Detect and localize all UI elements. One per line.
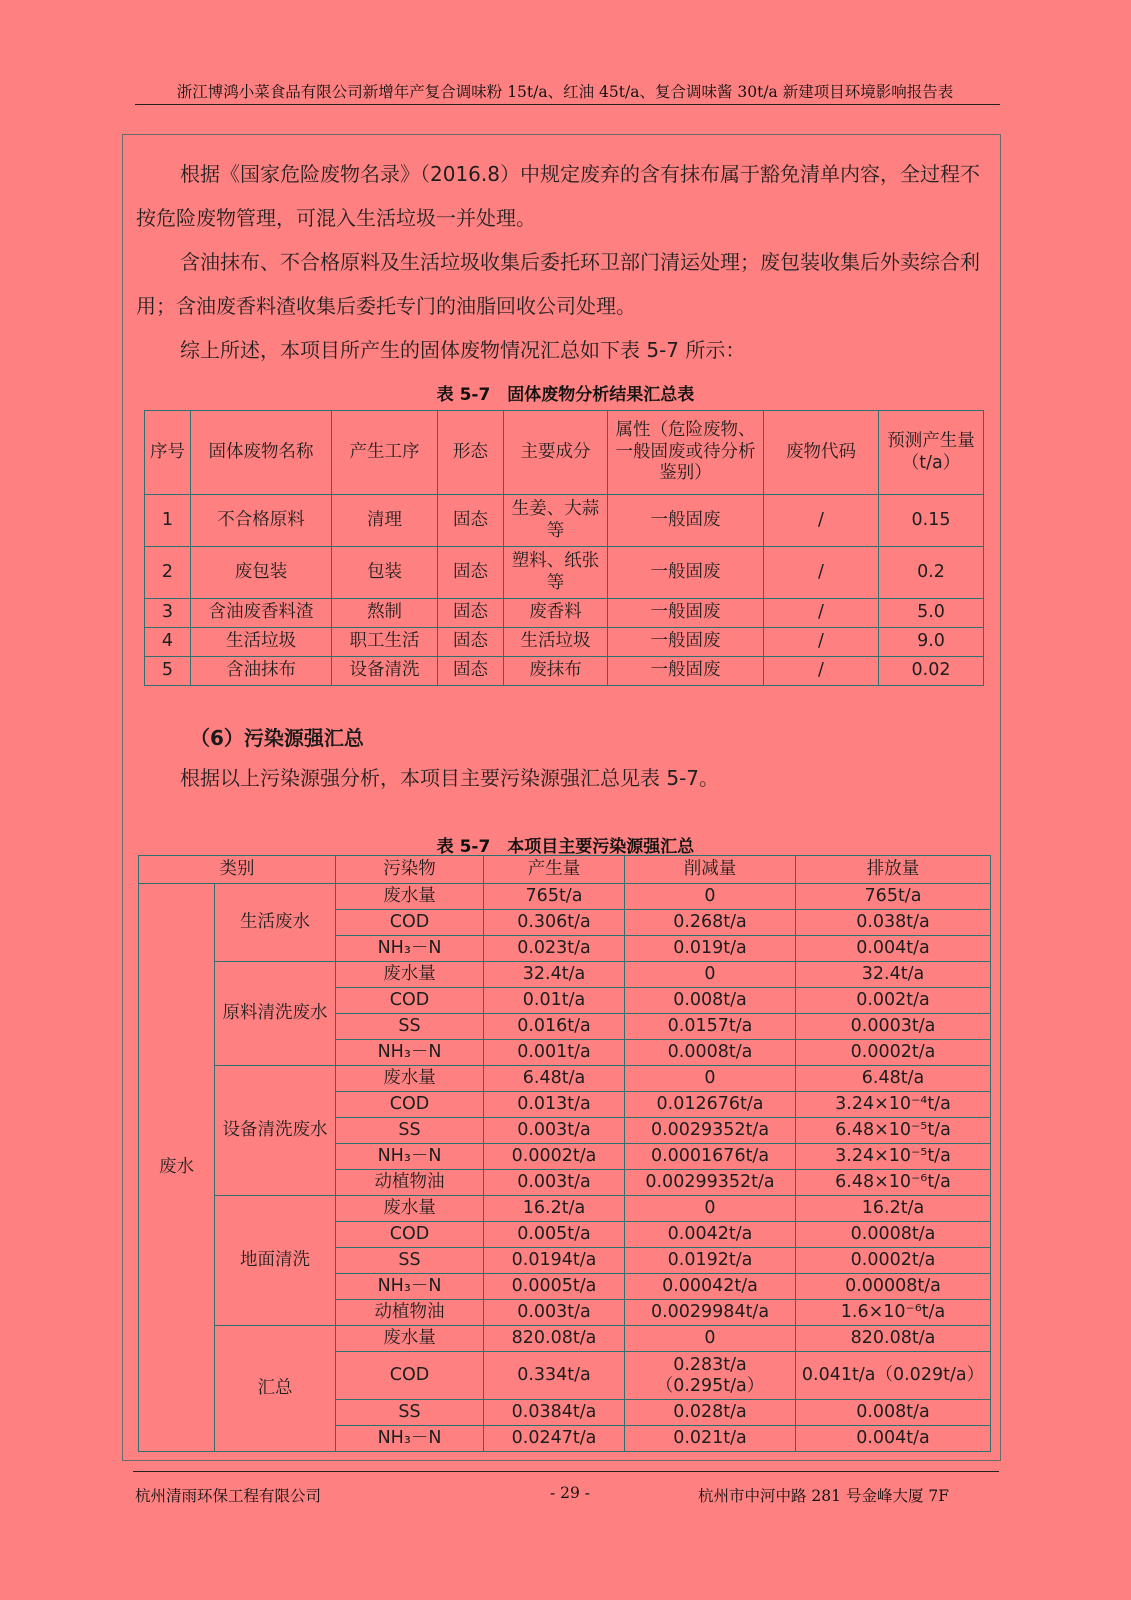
- table-cell: /: [764, 547, 879, 599]
- pollutant-cell: 动植物油: [336, 1170, 484, 1196]
- table-cell: 0.0005t/a: [484, 1274, 625, 1300]
- table-cell: 3.24×10⁻⁵t/a: [796, 1144, 991, 1170]
- table-cell: 固态: [438, 628, 504, 657]
- table-cell: 一般固废: [608, 547, 764, 599]
- table1-header: 序号: [145, 411, 191, 495]
- paragraph-4: 根据以上污染源强分析，本项目主要污染源强汇总见表 5-7。: [180, 766, 720, 790]
- pollutant-cell: COD: [336, 1222, 484, 1248]
- pollutant-cell: SS: [336, 1400, 484, 1426]
- pollutant-cell: 废水量: [336, 1326, 484, 1352]
- table-cell: 0.008t/a: [796, 1400, 991, 1426]
- table-cell: /: [764, 599, 879, 628]
- table-cell: 0.0029352t/a: [625, 1118, 796, 1144]
- table-row: [145, 495, 984, 547]
- table-cell: 0.013t/a: [484, 1092, 625, 1118]
- solid-waste-table: [144, 410, 984, 686]
- table-row: [139, 1196, 991, 1222]
- table-cell: 9.0: [879, 628, 984, 657]
- table-cell: 0: [625, 962, 796, 988]
- table-cell: 0.2: [879, 547, 984, 599]
- table1-header: 废物代码: [764, 411, 879, 495]
- page-header-title: 浙江博鸿小菜食品有限公司新增年产复合调味粉 15t/a、红油 45t/a、复合调味酱 30t/a 新建项目环境影响报告表: [176, 83, 954, 101]
- pollutant-cell: 废水量: [336, 884, 484, 910]
- table-cell: 3: [145, 599, 191, 628]
- table-cell: 0.0008t/a: [796, 1222, 991, 1248]
- table-cell: 0.041t/a（0.029t/a）: [796, 1352, 991, 1400]
- table-cell: 一般固废: [608, 599, 764, 628]
- table-cell: 废香料: [504, 599, 608, 628]
- table-cell: 废抹布: [504, 657, 608, 686]
- table-cell: 0.002t/a: [796, 988, 991, 1014]
- table1-header: 主要成分: [504, 411, 608, 495]
- table-cell: 0.00042t/a: [625, 1274, 796, 1300]
- table-cell: 0.02: [879, 657, 984, 686]
- footer-address: 杭州市中河中路 281 号金峰大厦 7F: [698, 1487, 949, 1505]
- table-cell: 6.48t/a: [796, 1066, 991, 1092]
- table-cell: 0.0001676t/a: [625, 1144, 796, 1170]
- table-row: [145, 657, 984, 686]
- table-cell: /: [764, 495, 879, 547]
- pollutant-cell: NH₃－N: [336, 1426, 484, 1452]
- group-name-cell: 汇总: [215, 1326, 336, 1452]
- pollutant-cell: SS: [336, 1248, 484, 1274]
- table-cell: 熬制: [332, 599, 438, 628]
- table-cell: 5: [145, 657, 191, 686]
- table-cell: 0.0384t/a: [484, 1400, 625, 1426]
- table-row: [145, 547, 984, 599]
- table-cell: 2: [145, 547, 191, 599]
- table-cell: 32.4t/a: [796, 962, 991, 988]
- group-name-cell: 生活废水: [215, 884, 336, 962]
- header-divider: [135, 104, 1000, 105]
- table-cell: 0.00008t/a: [796, 1274, 991, 1300]
- pollutant-cell: 废水量: [336, 1196, 484, 1222]
- table-row: [145, 628, 984, 657]
- table2-header: 排放量: [796, 856, 991, 884]
- table-cell: 0.283t/a（0.295t/a）: [625, 1352, 796, 1400]
- pollutant-cell: SS: [336, 1014, 484, 1040]
- table-cell: 0.004t/a: [796, 1426, 991, 1452]
- table-cell: 生活垃圾: [191, 628, 332, 657]
- table-cell: 一般固废: [608, 628, 764, 657]
- pollutant-cell: SS: [336, 1118, 484, 1144]
- table1-header: 形态: [438, 411, 504, 495]
- table-cell: 清理: [332, 495, 438, 547]
- pollutant-cell: COD: [336, 910, 484, 936]
- pollutant-cell: 废水量: [336, 962, 484, 988]
- table-cell: 1.6×10⁻⁶t/a: [796, 1300, 991, 1326]
- table-cell: 0.0042t/a: [625, 1222, 796, 1248]
- pollutant-cell: NH₃－N: [336, 1040, 484, 1066]
- table-cell: 0.003t/a: [484, 1170, 625, 1196]
- pollution-source-table: [138, 855, 991, 1452]
- table-cell: 6.48×10⁻⁵t/a: [796, 1118, 991, 1144]
- pollutant-cell: COD: [336, 1092, 484, 1118]
- table-cell: 0.0247t/a: [484, 1426, 625, 1452]
- table-cell: 0.016t/a: [484, 1014, 625, 1040]
- table-cell: 0.15: [879, 495, 984, 547]
- pollutant-cell: 动植物油: [336, 1300, 484, 1326]
- table-cell: 820.08t/a: [484, 1326, 625, 1352]
- table-cell: 0.0157t/a: [625, 1014, 796, 1040]
- table-cell: 0.0008t/a: [625, 1040, 796, 1066]
- table-cell: 0.023t/a: [484, 936, 625, 962]
- table2-header: 类别: [139, 856, 336, 884]
- table-cell: 0.005t/a: [484, 1222, 625, 1248]
- table-cell: 塑料、纸张等: [504, 547, 608, 599]
- table-cell: 0.003t/a: [484, 1118, 625, 1144]
- pollutant-cell: 废水量: [336, 1066, 484, 1092]
- group-name-cell: 设备清洗废水: [215, 1066, 336, 1196]
- footer-company: 杭州清雨环保工程有限公司: [135, 1487, 322, 1505]
- table-cell: 765t/a: [484, 884, 625, 910]
- table2-header: 削减量: [625, 856, 796, 884]
- table-cell: 0.008t/a: [625, 988, 796, 1014]
- table-cell: 生姜、大蒜等: [504, 495, 608, 547]
- table-cell: 0.028t/a: [625, 1400, 796, 1426]
- section-6-title: （6）污染源强汇总: [190, 726, 364, 750]
- table-cell: 0.01t/a: [484, 988, 625, 1014]
- table-cell: 含油废香料渣: [191, 599, 332, 628]
- table-cell: /: [764, 657, 879, 686]
- table-cell: 16.2t/a: [484, 1196, 625, 1222]
- category-cell: 废水: [139, 884, 215, 1452]
- table-row: [139, 1326, 991, 1352]
- pollutant-cell: NH₃－N: [336, 1274, 484, 1300]
- table-cell: 0.0192t/a: [625, 1248, 796, 1274]
- table-cell: 765t/a: [796, 884, 991, 910]
- table-cell: 0.0002t/a: [796, 1040, 991, 1066]
- table-cell: 0.0029984t/a: [625, 1300, 796, 1326]
- table-cell: 固态: [438, 495, 504, 547]
- table-cell: 6.48×10⁻⁶t/a: [796, 1170, 991, 1196]
- table-cell: 0.021t/a: [625, 1426, 796, 1452]
- paragraph-2: 含油抹布、不合格原料及生活垃圾收集后委托环卫部门清运处理；废包装收集后外卖综合利用；含油废香料渣收集后委托专门的油脂回收公司处理。: [136, 250, 980, 318]
- table-cell: 包装: [332, 547, 438, 599]
- group-name-cell: 原料清洗废水: [215, 962, 336, 1066]
- table-cell: 4: [145, 628, 191, 657]
- table-cell: 0.038t/a: [796, 910, 991, 936]
- table-cell: 0: [625, 884, 796, 910]
- table-cell: 0.00299352t/a: [625, 1170, 796, 1196]
- table-cell: 0.334t/a: [484, 1352, 625, 1400]
- paragraph-1: 根据《国家危险废物名录》（2016.8）中规定废弃的含有抹布属于豁免清单内容，全过程不按危险废物管理，可混入生活垃圾一并处理。: [136, 162, 980, 230]
- table1-header: 产生工序: [332, 411, 438, 495]
- table-cell: 固态: [438, 599, 504, 628]
- table-row: [139, 884, 991, 910]
- table-cell: 0: [625, 1196, 796, 1222]
- table-row: [145, 599, 984, 628]
- table-cell: 废包装: [191, 547, 332, 599]
- table-cell: 0.0002t/a: [484, 1144, 625, 1170]
- table-cell: 3.24×10⁻⁴t/a: [796, 1092, 991, 1118]
- table2-header: 污染物: [336, 856, 484, 884]
- table1-header: 固体废物名称: [191, 411, 332, 495]
- table-cell: 含油抹布: [191, 657, 332, 686]
- footer-divider: [133, 1471, 999, 1472]
- footer-page-number: - 29 -: [549, 1484, 591, 1502]
- table-cell: 一般固废: [608, 495, 764, 547]
- table-cell: 0.003t/a: [484, 1300, 625, 1326]
- table-cell: 32.4t/a: [484, 962, 625, 988]
- table-cell: 0.306t/a: [484, 910, 625, 936]
- table-cell: 0.004t/a: [796, 936, 991, 962]
- table2-caption: 表 5-7 本项目主要污染源强汇总: [436, 837, 695, 857]
- table-cell: 5.0: [879, 599, 984, 628]
- table-cell: 0.001t/a: [484, 1040, 625, 1066]
- table-cell: 0: [625, 1326, 796, 1352]
- paragraph-3: 综上所述，本项目所产生的固体废物情况汇总如下表 5-7 所示：: [180, 338, 746, 362]
- table-cell: 不合格原料: [191, 495, 332, 547]
- table-cell: 6.48t/a: [484, 1066, 625, 1092]
- table-cell: 0.019t/a: [625, 936, 796, 962]
- table-row: [139, 962, 991, 988]
- table-cell: 0.0002t/a: [796, 1248, 991, 1274]
- table-cell: 0.012676t/a: [625, 1092, 796, 1118]
- pollutant-cell: NH₃－N: [336, 1144, 484, 1170]
- table-cell: 固态: [438, 657, 504, 686]
- table-cell: 职工生活: [332, 628, 438, 657]
- table-cell: 0.0194t/a: [484, 1248, 625, 1274]
- table2-header: 产生量: [484, 856, 625, 884]
- table1-header: 预测产生量（t/a）: [879, 411, 984, 495]
- table-cell: 0: [625, 1066, 796, 1092]
- table-cell: 设备清洗: [332, 657, 438, 686]
- group-name-cell: 地面清洗: [215, 1196, 336, 1326]
- table-cell: /: [764, 628, 879, 657]
- table-cell: 0.268t/a: [625, 910, 796, 936]
- table-cell: 1: [145, 495, 191, 547]
- table-cell: 固态: [438, 547, 504, 599]
- table-cell: 16.2t/a: [796, 1196, 991, 1222]
- table-row: [139, 1066, 991, 1092]
- table1-caption: 表 5-7 固体废物分析结果汇总表: [436, 385, 695, 405]
- table-cell: 生活垃圾: [504, 628, 608, 657]
- pollutant-cell: COD: [336, 1352, 484, 1400]
- table-cell: 一般固废: [608, 657, 764, 686]
- table-cell: 0.0003t/a: [796, 1014, 991, 1040]
- table-cell: 820.08t/a: [796, 1326, 991, 1352]
- table1-header: 属性（危险废物、一般固废或待分析鉴别）: [608, 411, 764, 495]
- pollutant-cell: COD: [336, 988, 484, 1014]
- pollutant-cell: NH₃－N: [336, 936, 484, 962]
